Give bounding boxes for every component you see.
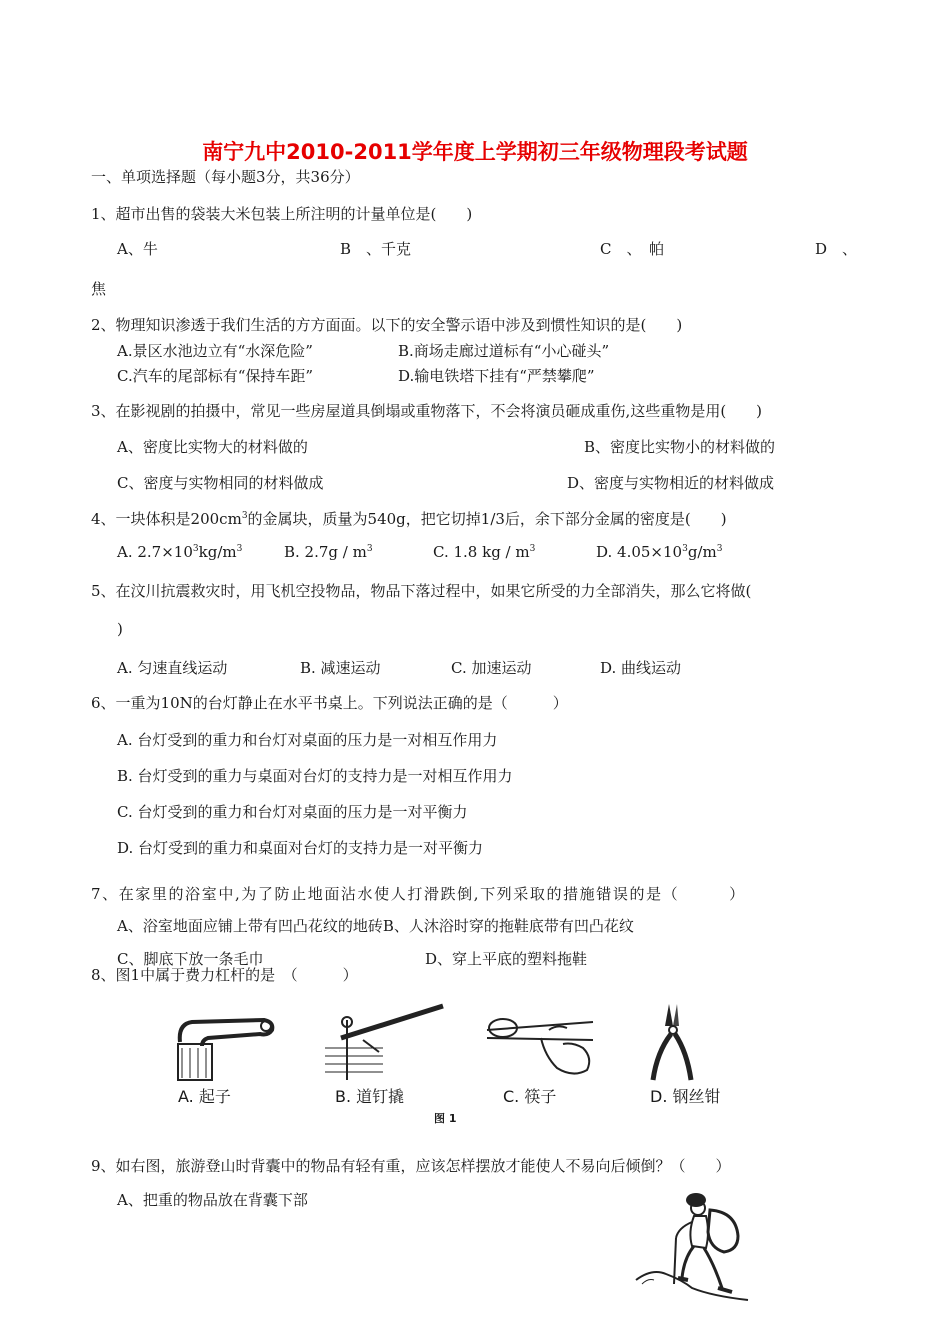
q6-option-b: B. 台灯受到的重力与桌面对台灯的支持力是一对相互作用力 <box>117 767 513 785</box>
q6-option-d: D. 台灯受到的重力和桌面对台灯的支持力是一对平衡力 <box>117 839 484 857</box>
q1-option-c: C 、 帕 <box>600 240 664 258</box>
bottle-opener-illustration <box>168 1006 278 1084</box>
q2-stem: 2、物理知识渗透于我们生活的方方面面。以下的安全警示语中涉及到惯性知识的是( ) <box>91 316 683 334</box>
q5-option-b: B. 减速运动 <box>300 659 381 677</box>
q3-option-a: A、密度比实物大的材料做的 <box>117 438 308 456</box>
q3-option-c: C、密度与实物相同的材料做成 <box>117 474 324 492</box>
figure-1 <box>148 1000 738 1128</box>
chopsticks-illustration <box>483 1008 603 1084</box>
q3-option-d: D、密度与实物相近的材料做成 <box>567 474 775 492</box>
q1-option-d-continued: 焦 <box>91 280 107 298</box>
q1-option-d: D 、 <box>815 240 858 258</box>
q3-stem: 3、在影视剧的拍摄中，常见一些房屋道具倒塌或重物落下，不会将演员砸成重伤,这些重物是用( ) <box>91 402 763 420</box>
q5-stem: 5、在汶川抗震救灾时，用飞机空投物品，物品下落过程中，如果它所受的力全部消失，那么它将做( <box>91 582 752 600</box>
q6-option-a: A. 台灯受到的重力和台灯对桌面的压力是一对相互作用力 <box>117 731 498 749</box>
q4-option-c: C. 1.8 kg / $m^3$ <box>433 543 536 561</box>
q6-stem: 6、一重为10N的台灯静止在水平书桌上。下列说法正确的是（ ） <box>91 694 568 712</box>
q2-option-b: B.商场走廊过道标有“小心碰头” <box>398 342 610 360</box>
q5-option-c: C. 加速运动 <box>451 659 532 677</box>
q9-option-a: A、把重的物品放在背囊下部 <box>117 1191 308 1209</box>
section-heading: 一、单项选择题（每小题3分，共36分） <box>91 168 360 186</box>
q1-option-b: B 、千克 <box>340 240 412 258</box>
q4-option-a: A. $2.7\times 10^3kg/m^3$ <box>117 543 243 561</box>
q9-stem: 9、如右图，旅游登山时背囊中的物品有轻有重，应该怎样摆放才能使人不易向后倾倒？（ ） <box>91 1157 731 1175</box>
q4-stem: 4、一块体积是$200cm^3$的金属块，质量为540g，把它切掉1/3后，余下部分金属的密度是( ) <box>91 510 727 528</box>
hiker-illustration <box>632 1188 752 1306</box>
q1-option-a: A、牛 <box>117 240 158 258</box>
figure-1-label-d: D. 钢丝钳 <box>650 1087 721 1106</box>
q2-option-a: A.景区水池边立有“水深危险” <box>117 342 313 360</box>
q4-option-d: D. $4.05\times 10^3g/m^3$ <box>596 543 723 561</box>
q5-option-d: D. 曲线运动 <box>600 659 682 677</box>
q2-option-c: C.汽车的尾部标有“保持车距” <box>117 367 314 385</box>
figure-1-label-a: A. 起子 <box>178 1087 231 1106</box>
figure-1-caption: 图 1 <box>434 1112 457 1125</box>
q7-options-ab: A、浴室地面应铺上带有凹凸花纹的地砖B、人沐浴时穿的拖鞋底带有凹凸花纹 <box>117 917 634 935</box>
q3-option-b: B、密度比实物小的材料做的 <box>584 438 776 456</box>
figure-1-label-b: B. 道钉撬 <box>335 1087 405 1106</box>
q4-option-b: B. $2.7g / m^3$ <box>284 543 373 561</box>
q7-option-d: D、穿上平底的塑料拖鞋 <box>425 950 588 968</box>
page-title: 南宁九中2010-2011学年度上学期初三年级物理段考试题 <box>202 140 748 164</box>
q5-stem-continued: ) <box>117 620 123 638</box>
spike-puller-illustration <box>323 1000 453 1084</box>
q6-option-c: C. 台灯受到的重力和台灯对桌面的压力是一对平衡力 <box>117 803 468 821</box>
q7-option-c: C、脚底下放一条毛巾 <box>117 950 264 968</box>
q7-stem: 7、在家里的浴室中,为了防止地面沾水使人打滑跌倒,下列采取的措施错误的是（ ） <box>91 885 746 903</box>
figure-1-label-c: C. 筷子 <box>503 1087 557 1106</box>
q8-stem: 8、图1中属于费力杠杆的是 （ ） <box>91 966 358 984</box>
pliers-illustration <box>643 1000 703 1086</box>
q5-option-a: A. 匀速直线运动 <box>117 659 228 677</box>
q1-stem: 1、超市出售的袋装大米包装上所注明的计量单位是( ) <box>91 205 473 223</box>
q2-option-d: D.输电铁塔下挂有“严禁攀爬” <box>398 367 595 385</box>
